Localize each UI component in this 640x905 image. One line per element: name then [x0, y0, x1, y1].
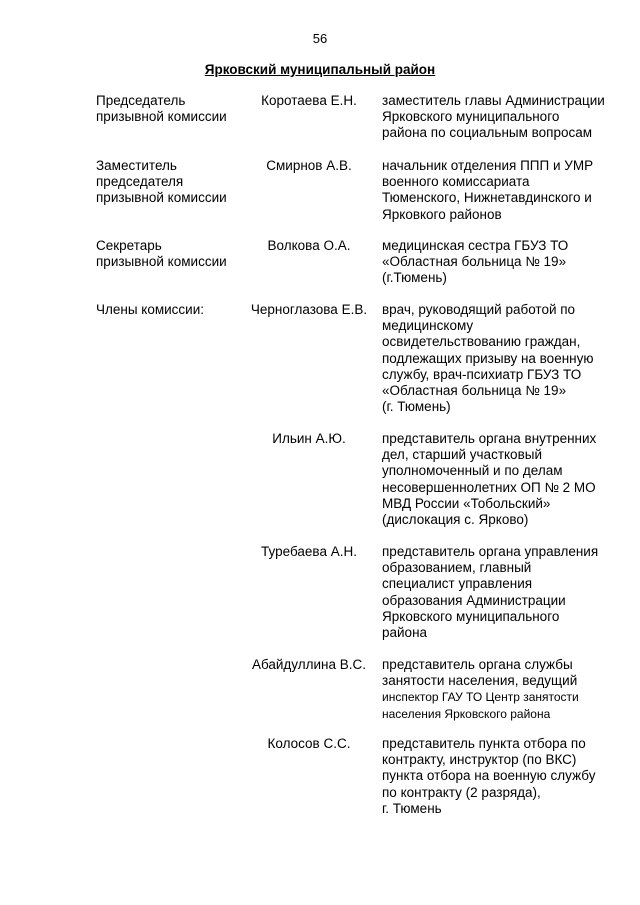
description-line: населения Ярковского района	[382, 706, 551, 721]
entry-name: Смирнов А.В.	[266, 158, 352, 173]
role-line: Председатель	[96, 93, 186, 108]
role-line: председателя	[96, 174, 184, 190]
description-line: подлежащих призыву на военную	[382, 350, 594, 366]
entry-name: Абайдуллина В.С.	[251, 657, 367, 672]
role-line: Секретарь	[96, 238, 162, 253]
description-line: Ярковского муниципального	[382, 109, 560, 125]
role-line: призывной комиссии	[96, 190, 227, 206]
entry-role	[96, 158, 256, 207]
description-line: района	[382, 625, 428, 641]
role-line: призывной комиссии	[96, 109, 227, 125]
description-line: (г.Тюмень)	[382, 270, 447, 286]
entry-description	[382, 657, 632, 722]
description-line: специалист управления	[382, 576, 533, 592]
description-line: освидетельствованию граждан,	[382, 334, 581, 350]
description-line: представитель органа службы	[382, 657, 573, 672]
description-line: Ярковского муниципального	[382, 608, 560, 624]
description-line: медицинскому	[382, 318, 474, 334]
entry-name: Коротаева Е.Н.	[261, 93, 357, 108]
entry-role	[96, 302, 256, 318]
role-line: призывной комиссии	[96, 254, 227, 270]
entry-description	[382, 158, 632, 223]
description-line: Тюменского, Нижнетавдинского и	[382, 190, 592, 206]
entry-role	[96, 93, 256, 125]
entry-description	[382, 736, 632, 817]
role-line: Заместитель	[96, 158, 177, 173]
description-line: района по социальным вопросам	[382, 125, 593, 141]
entry-name: Колосов С.С.	[267, 736, 351, 751]
district-heading: Ярковский муниципальный район	[204, 62, 436, 77]
entry-description	[382, 431, 632, 528]
description-line: уполномоченный и по делам	[382, 463, 563, 479]
description-line: контракту, инструктор (по ВКС)	[382, 752, 577, 768]
description-line: занятости населения, ведущий	[382, 673, 578, 689]
description-line: представитель органа внутренних	[382, 431, 597, 446]
description-line: образования Администрации	[382, 592, 566, 608]
description-line: представитель пункта отбора по	[382, 736, 586, 751]
entry-name: Волкова О.А.	[267, 238, 351, 253]
entry-name: Ильин А.Ю.	[272, 431, 346, 446]
description-line: заместитель главы Администрации	[382, 93, 605, 108]
description-line: начальник отделения ППП и УМР	[382, 158, 594, 173]
description-line: МВД России «Тобольский»	[382, 495, 551, 511]
description-line: медицинская сестра ГБУЗ ТО	[382, 238, 569, 253]
description-line: (г. Тюмень)	[382, 399, 451, 415]
description-line: пункта отбора на военную службу	[382, 768, 596, 784]
description-line: по контракту (2 разряда),	[382, 784, 541, 800]
description-line: дел, старший участковый	[382, 447, 542, 463]
description-line: «Областная больница № 19»	[382, 383, 567, 399]
description-line: службу, врач-психиатр ГБУЗ ТО	[382, 366, 582, 382]
description-line: несовершеннолетних ОП № 2 МО	[382, 479, 596, 495]
entry-description	[382, 238, 632, 287]
description-line: образованием, главный	[382, 560, 532, 576]
entry-name: Туребаева А.Н.	[261, 544, 357, 559]
description-line: (дислокация с. Ярково)	[382, 512, 529, 528]
description-line: представитель органа управления	[382, 544, 599, 559]
page-number: 56	[312, 31, 328, 46]
description-line: «Областная больница № 19»	[382, 254, 567, 270]
description-line: врач, руководящий работой по	[382, 302, 576, 317]
entry-description	[382, 302, 632, 415]
entry-name: Черноглазова Е.В.	[250, 302, 368, 317]
entry-description	[382, 93, 632, 142]
description-line: инспектор ГАУ ТО Центр занятости	[382, 690, 579, 705]
role-line: Члены комиссии:	[96, 302, 205, 317]
description-line: военного комиссариата	[382, 174, 530, 190]
description-line: г. Тюмень	[382, 800, 442, 816]
description-line: Ярковкого районов	[382, 206, 502, 222]
entry-description	[382, 544, 632, 641]
entry-role	[96, 238, 256, 270]
